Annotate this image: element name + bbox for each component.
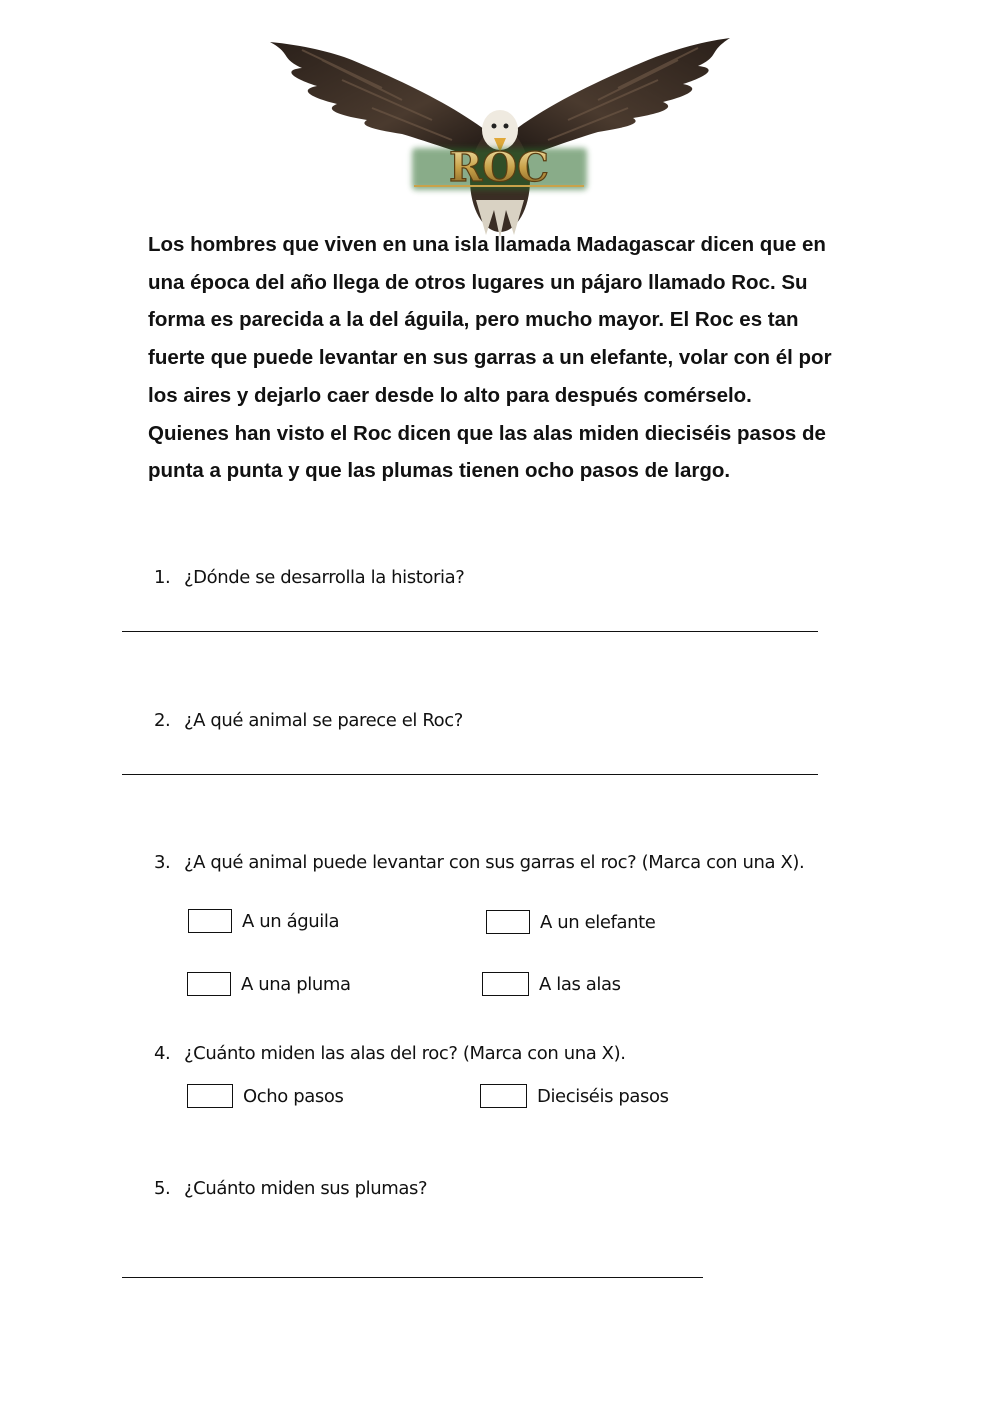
question-text: ¿A qué animal se parece el Roc? [184, 710, 463, 731]
option-alas [482, 972, 621, 996]
checkbox[interactable] [480, 1084, 527, 1108]
option-ocho-pasos [187, 1084, 343, 1108]
intro-line: una época del año llega de otros lugares un pájaro llamado Roc. Su [148, 270, 808, 294]
question-number: 5. [154, 1178, 171, 1199]
option-label: A un águila [242, 910, 340, 932]
question-5 [154, 1178, 427, 1199]
option-elefante [486, 910, 655, 934]
eagle-icon [262, 30, 737, 240]
option-label: A un elefante [540, 911, 656, 933]
option-aguila [188, 909, 339, 933]
question-text: ¿Dónde se desarrolla la historia? [184, 567, 465, 588]
answer-line-2[interactable] [122, 774, 818, 775]
question-number: 1. [154, 567, 171, 588]
question-text: ¿A qué animal puede levantar con sus garras el roc? (Marca con una X). [184, 852, 805, 873]
answer-line-1[interactable] [122, 631, 818, 632]
option-dieciseis-pasos [480, 1084, 669, 1108]
question-number: 2. [154, 710, 171, 731]
intro-line: fuerte que puede levantar en sus garras a un elefante, volar con él por [148, 346, 832, 370]
question-1 [154, 567, 464, 588]
option-label: A una pluma [241, 973, 351, 995]
option-pluma [187, 972, 351, 996]
intro-paragraph [148, 226, 908, 490]
question-4 [154, 1043, 626, 1064]
header-title: ROC [449, 144, 549, 191]
question-3 [154, 852, 804, 873]
intro-line: forma es parecida a la del águila, pero mucho mayor. El Roc es tan [148, 308, 799, 332]
checkbox[interactable] [188, 909, 232, 933]
checkbox[interactable] [187, 972, 231, 996]
question-text: ¿Cuánto miden las alas del roc? (Marca con una X). [184, 1043, 626, 1064]
question-text: ¿Cuánto miden sus plumas? [184, 1178, 428, 1199]
checkbox[interactable] [187, 1084, 233, 1108]
intro-line: punta a punta y que las plumas tienen ocho pasos de largo. [148, 459, 731, 483]
question-number: 3. [154, 852, 171, 873]
intro-line: Quienes han visto el Roc dicen que las alas miden dieciséis pasos de [148, 421, 826, 445]
option-label: Dieciséis pasos [537, 1085, 669, 1107]
answer-line-5[interactable] [122, 1277, 703, 1278]
header-eagle-illustration [262, 30, 737, 240]
question-number: 4. [154, 1043, 171, 1064]
option-label: A las alas [539, 973, 621, 995]
checkbox[interactable] [482, 972, 529, 996]
intro-line: los aires y dejarlo caer desde lo alto para después comérselo. [148, 383, 752, 407]
checkbox[interactable] [486, 910, 530, 934]
question-2 [154, 710, 463, 731]
option-label: Ocho pasos [243, 1085, 344, 1107]
intro-line: Los hombres que viven en una isla llamada Madagascar dicen que en [148, 233, 826, 256]
